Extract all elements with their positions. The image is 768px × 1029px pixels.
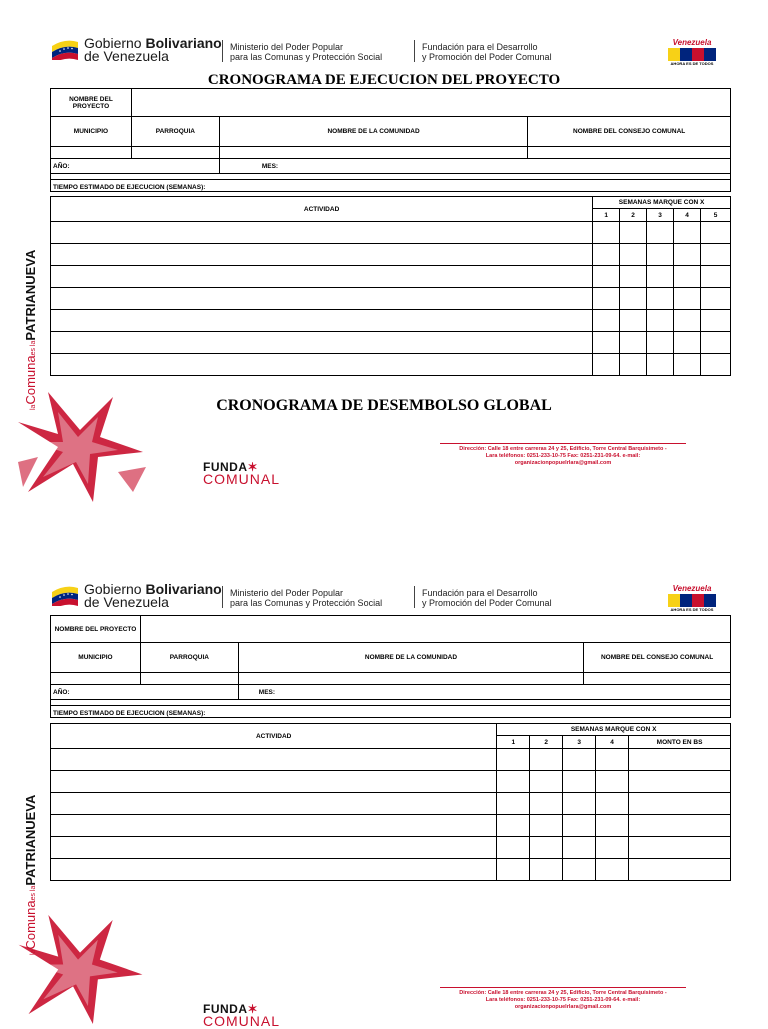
week-header: 3 bbox=[647, 209, 674, 222]
venezuela-flag-icon bbox=[50, 584, 80, 606]
week-header: 1 bbox=[593, 209, 620, 222]
week-cell[interactable] bbox=[647, 310, 674, 332]
week-cell[interactable] bbox=[593, 332, 620, 354]
week-header: 5 bbox=[701, 209, 731, 222]
week-cell[interactable] bbox=[530, 771, 563, 793]
venezuela-logo: Venezuela AHORA ES DE TODOS bbox=[668, 38, 716, 68]
week-header: 4 bbox=[674, 209, 701, 222]
nombre-proyecto-field[interactable] bbox=[131, 89, 730, 117]
municipio-label: MUNICIPIO bbox=[51, 117, 132, 147]
table-row bbox=[51, 266, 731, 288]
municipio-label: MUNICIPIO bbox=[51, 643, 141, 673]
week-cell[interactable] bbox=[563, 771, 596, 793]
table-row bbox=[51, 859, 731, 881]
monto-header: MONTO EN BS bbox=[629, 736, 731, 749]
address-footer: Dirección: Calle 18 entre carreras 24 y 25, Edificio, Torre Central Barquisimeto - Lara teléfonos: 0251-233-10-75 Fax: 0251-231-09-64. e-mail: organizacionpopuelrlara@gmail.com bbox=[440, 443, 686, 467]
consejo-field[interactable] bbox=[528, 147, 731, 159]
activity-schedule-table bbox=[50, 196, 731, 376]
ministerio-text: Ministerio del Poder Popular para las Comunas y Protección Social bbox=[230, 42, 383, 62]
semanas-header: SEMANAS MARQUE CON X bbox=[593, 197, 731, 209]
tiempo-label: TIEMPO ESTIMADO DE EJECUCION (SEMANAS): bbox=[51, 706, 731, 718]
week-cell[interactable] bbox=[647, 332, 674, 354]
nombre-proyecto-label: NOMBRE DEL PROYECTO bbox=[51, 616, 141, 643]
week-cell[interactable] bbox=[593, 222, 620, 244]
project-info-table bbox=[50, 615, 731, 718]
header-logos bbox=[50, 580, 740, 616]
page-1 bbox=[0, 0, 768, 505]
comunidad-field[interactable] bbox=[238, 673, 583, 685]
week-cell[interactable] bbox=[620, 266, 647, 288]
table-row bbox=[51, 793, 731, 815]
week-cell[interactable] bbox=[701, 332, 731, 354]
week-cell[interactable] bbox=[530, 859, 563, 881]
week-cell[interactable] bbox=[593, 288, 620, 310]
comuna-slogan-vertical: laComunaes laPATRIANUEVA bbox=[23, 249, 38, 410]
activity-cell[interactable] bbox=[51, 310, 593, 332]
week-cell[interactable] bbox=[701, 244, 731, 266]
anio-field[interactable]: AÑO: bbox=[51, 159, 220, 174]
week-cell[interactable] bbox=[620, 288, 647, 310]
week-cell[interactable] bbox=[530, 815, 563, 837]
week-cell[interactable] bbox=[563, 749, 596, 771]
section-title: CRONOGRAMA DE DESEMBOLSO GLOBAL bbox=[216, 397, 552, 414]
red-star-graphic-icon bbox=[18, 915, 148, 1024]
monto-cell[interactable] bbox=[629, 793, 731, 815]
week-header: 2 bbox=[620, 209, 647, 222]
divider bbox=[414, 586, 415, 608]
week-header: 3 bbox=[563, 736, 596, 749]
semanas-header: SEMANAS MARQUE CON X bbox=[497, 724, 731, 736]
week-cell[interactable] bbox=[674, 266, 701, 288]
fundacomunal-logo: FUNDA✶ COMUNAL bbox=[203, 1002, 281, 1029]
activity-cell[interactable] bbox=[51, 222, 593, 244]
ministerio-text: Ministerio del Poder Popular para las Comunas y Protección Social bbox=[230, 588, 383, 608]
mes-field[interactable]: MES: bbox=[238, 685, 730, 700]
table-row bbox=[51, 837, 731, 859]
monto-cell[interactable] bbox=[629, 749, 731, 771]
week-cell[interactable] bbox=[620, 310, 647, 332]
table-row bbox=[51, 222, 731, 244]
week-header: 4 bbox=[596, 736, 629, 749]
week-cell[interactable] bbox=[701, 310, 731, 332]
week-cell[interactable] bbox=[674, 288, 701, 310]
week-cell[interactable] bbox=[701, 288, 731, 310]
activity-cell[interactable] bbox=[51, 815, 497, 837]
week-cell[interactable] bbox=[620, 332, 647, 354]
divider bbox=[222, 40, 223, 62]
week-cell[interactable] bbox=[701, 266, 731, 288]
week-cell[interactable] bbox=[620, 354, 647, 376]
table-row bbox=[51, 749, 731, 771]
activity-cell[interactable] bbox=[51, 793, 497, 815]
week-cell[interactable] bbox=[563, 859, 596, 881]
activity-cell[interactable] bbox=[51, 354, 593, 376]
week-cell[interactable] bbox=[674, 244, 701, 266]
nombre-proyecto-field[interactable] bbox=[140, 616, 730, 643]
week-cell[interactable] bbox=[596, 859, 629, 881]
comunidad-label: NOMBRE DE LA COMUNIDAD bbox=[219, 117, 527, 147]
divider bbox=[414, 40, 415, 62]
comunidad-label: NOMBRE DE LA COMUNIDAD bbox=[238, 643, 583, 673]
header-logos bbox=[50, 34, 740, 70]
week-cell[interactable] bbox=[620, 222, 647, 244]
parroquia-field[interactable] bbox=[131, 147, 219, 159]
actividad-header: ACTIVIDAD bbox=[51, 197, 593, 222]
week-cell[interactable] bbox=[563, 793, 596, 815]
parroquia-label: PARROQUIA bbox=[131, 117, 219, 147]
activity-cell[interactable] bbox=[51, 837, 497, 859]
week-cell[interactable] bbox=[647, 266, 674, 288]
divider bbox=[222, 586, 223, 608]
week-cell[interactable] bbox=[647, 244, 674, 266]
week-cell[interactable] bbox=[593, 354, 620, 376]
activity-cell[interactable] bbox=[51, 288, 593, 310]
week-cell[interactable] bbox=[596, 771, 629, 793]
table-row bbox=[51, 771, 731, 793]
table-row bbox=[51, 332, 731, 354]
activity-cell[interactable] bbox=[51, 859, 497, 881]
activity-cell[interactable] bbox=[51, 749, 497, 771]
activity-cell[interactable] bbox=[51, 244, 593, 266]
comuna-slogan-vertical: Comunaes laPATRIANUEVA bbox=[23, 794, 38, 950]
week-cell[interactable] bbox=[530, 749, 563, 771]
week-cell[interactable] bbox=[497, 771, 530, 793]
municipio-field[interactable] bbox=[51, 147, 132, 159]
project-info-table bbox=[50, 88, 731, 192]
week-cell[interactable] bbox=[674, 310, 701, 332]
week-cell[interactable] bbox=[530, 793, 563, 815]
consejo-label: NOMBRE DEL CONSEJO COMUNAL bbox=[584, 643, 731, 673]
week-cell[interactable] bbox=[563, 837, 596, 859]
red-star-graphic-icon bbox=[18, 392, 148, 502]
week-cell[interactable] bbox=[497, 793, 530, 815]
monto-cell[interactable] bbox=[629, 859, 731, 881]
activity-cell[interactable] bbox=[51, 266, 593, 288]
gobierno-logo-text: Gobierno Bolivariano de Venezuela bbox=[84, 35, 222, 64]
consejo-label: NOMBRE DEL CONSEJO COMUNAL bbox=[528, 117, 731, 147]
anio-field[interactable]: AÑO: bbox=[51, 685, 239, 700]
monto-cell[interactable] bbox=[629, 837, 731, 859]
table-row bbox=[51, 815, 731, 837]
fundacion-text: Fundación para el Desarrollo y Promoción del Poder Comunal bbox=[422, 42, 552, 62]
fundacomunal-logo: FUNDA✶ COMUNAL bbox=[203, 460, 281, 487]
comunidad-field[interactable] bbox=[219, 147, 527, 159]
week-cell[interactable] bbox=[596, 837, 629, 859]
fundacion-text: Fundación para el Desarrollo y Promoción del Poder Comunal bbox=[422, 588, 552, 608]
parroquia-label: PARROQUIA bbox=[140, 643, 238, 673]
consejo-field[interactable] bbox=[584, 673, 731, 685]
monto-cell[interactable] bbox=[629, 815, 731, 837]
municipio-field[interactable] bbox=[51, 673, 141, 685]
activity-cell[interactable] bbox=[51, 771, 497, 793]
week-cell[interactable] bbox=[596, 815, 629, 837]
week-cell[interactable] bbox=[620, 244, 647, 266]
week-cell[interactable] bbox=[530, 837, 563, 859]
page-2 bbox=[0, 520, 768, 1029]
mes-field[interactable]: MES: bbox=[219, 159, 730, 174]
week-cell[interactable] bbox=[497, 749, 530, 771]
nombre-proyecto-label: NOMBRE DEL PROYECTO bbox=[51, 89, 132, 117]
week-cell[interactable] bbox=[593, 244, 620, 266]
tiempo-label: TIEMPO ESTIMADO DE EJECUCION (SEMANAS): bbox=[51, 180, 731, 192]
week-cell[interactable] bbox=[674, 354, 701, 376]
venezuela-flag-icon bbox=[50, 38, 80, 60]
week-cell[interactable] bbox=[563, 815, 596, 837]
week-cell[interactable] bbox=[674, 222, 701, 244]
gobierno-logo-text: Gobierno Bolivariano de Venezuela bbox=[84, 581, 222, 610]
monto-cell[interactable] bbox=[629, 771, 731, 793]
venezuela-logo: Venezuela AHORA ES DE TODOS bbox=[668, 584, 716, 614]
activity-cell[interactable] bbox=[51, 332, 593, 354]
table-row bbox=[51, 310, 731, 332]
week-cell[interactable] bbox=[593, 266, 620, 288]
week-cell[interactable] bbox=[593, 310, 620, 332]
parroquia-field[interactable] bbox=[140, 673, 238, 685]
week-cell[interactable] bbox=[674, 332, 701, 354]
address-footer: Dirección: Calle 18 entre carreras 24 y 25, Edificio, Torre Central Barquisimeto - Lara teléfonos: 0251-233-10-75 Fax: 0251-231-09-64. e-mail: organizacionpopuelrlara@gmail.com bbox=[440, 987, 686, 1011]
table-row bbox=[51, 244, 731, 266]
table-row bbox=[51, 354, 731, 376]
week-cell[interactable] bbox=[647, 288, 674, 310]
page-title: CRONOGRAMA DE EJECUCION DEL PROYECTO bbox=[207, 72, 561, 88]
week-cell[interactable] bbox=[647, 222, 674, 244]
week-cell[interactable] bbox=[701, 222, 731, 244]
disbursement-schedule-table bbox=[50, 723, 731, 881]
week-cell[interactable] bbox=[701, 354, 731, 376]
week-cell[interactable] bbox=[596, 749, 629, 771]
actividad-header: ACTIVIDAD bbox=[51, 724, 497, 749]
table-row bbox=[51, 288, 731, 310]
week-header: 2 bbox=[530, 736, 563, 749]
week-cell[interactable] bbox=[596, 793, 629, 815]
week-cell[interactable] bbox=[647, 354, 674, 376]
week-cell[interactable] bbox=[497, 859, 530, 881]
week-header: 1 bbox=[497, 736, 530, 749]
week-cell[interactable] bbox=[497, 837, 530, 859]
week-cell[interactable] bbox=[497, 815, 530, 837]
